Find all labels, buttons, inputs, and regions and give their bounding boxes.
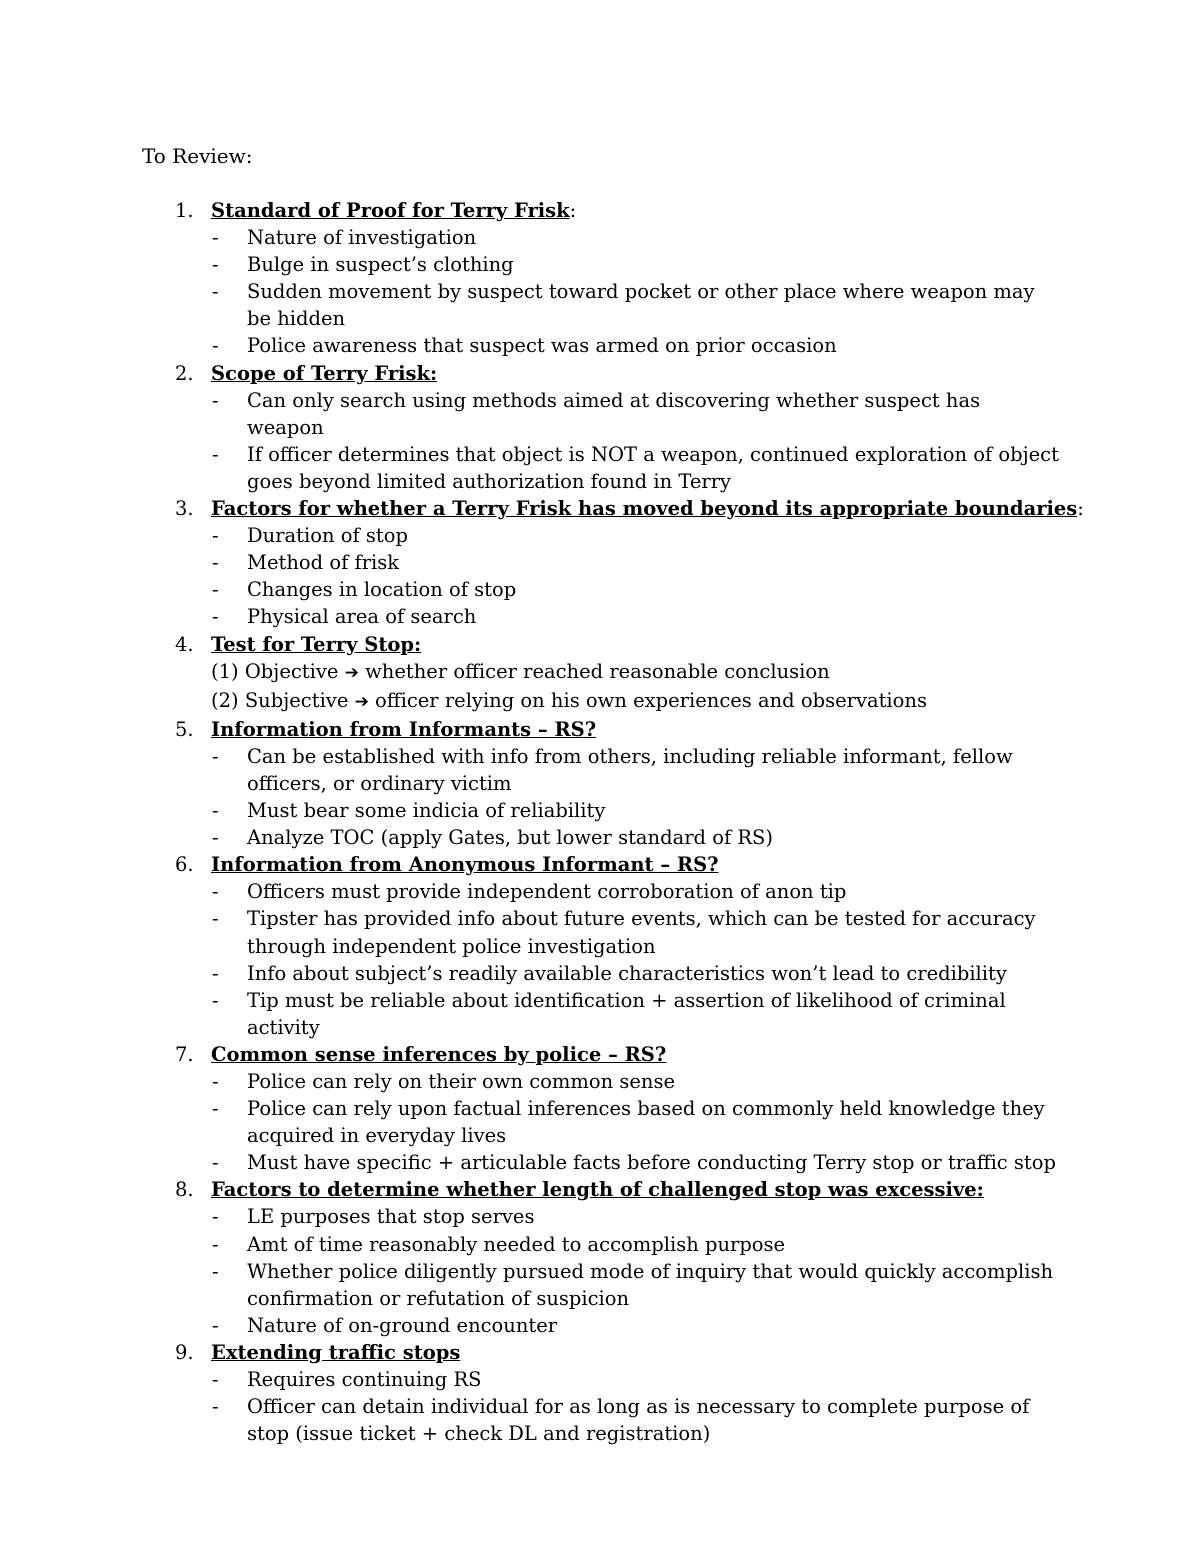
section-5 [142,716,1062,851]
bullet-text: Physical area of search [247,605,477,629]
section-heading: Information from Anonymous Informant – RS? [211,853,719,877]
bullet-text: Can only search using methods aimed at discovering whether suspect has weapon [247,388,981,439]
dash-bullet-icon: - [212,551,219,575]
test-item [142,687,1062,716]
dash-bullet-icon: - [212,961,219,985]
list-item [142,1258,1062,1312]
bullet-text: Must have specific + articulable facts before conducting Terry stop or traffic stop [247,1151,1056,1175]
list-item [142,1095,1062,1149]
dash-bullet-icon: - [212,1313,219,1337]
list-item [142,224,1062,251]
section-4 [142,631,1062,716]
list-item [142,278,1062,332]
section-heading-line [142,631,1062,658]
section-number: 8. [175,1178,194,1202]
bullet-text: Changes in location of stop [247,578,517,602]
dash-bullet-icon: - [212,253,219,277]
dash-bullet-icon: - [212,1368,219,1392]
list-item [142,743,1062,797]
dash-bullet-icon: - [212,744,219,768]
list-item [142,441,1062,495]
section-heading: Extending traffic stops [211,1340,461,1364]
bullet-text: LE purposes that stop serves [247,1205,535,1229]
dash-bullet-icon: - [212,880,219,904]
section-heading: Standard of Proof for Terry Frisk [211,199,570,222]
dash-bullet-icon: - [212,988,219,1012]
section-heading: Factors for whether a Terry Frisk has moved beyond its appropriate boundaries [211,497,1078,521]
test-item-prefix: (2) Subjective [211,688,349,712]
dash-bullet-icon: - [212,1205,219,1229]
list-item [142,1203,1062,1230]
section-2 [142,360,1062,495]
document-content [142,143,1084,1447]
section-heading-line [142,716,1062,743]
bullet-text: Tip must be reliable about identification + assertion of likelihood of criminal activity [247,988,1006,1039]
dash-bullet-icon: - [212,605,219,629]
section-heading-line [142,851,1062,878]
list-item [142,878,1062,905]
test-item-text: whether officer reached reasonable conclusion [365,659,830,683]
bullet-text: Must bear some indicia of reliability [247,799,606,823]
section-number: 4. [175,632,194,656]
section-number: 2. [175,361,194,385]
spacer [142,170,1062,197]
test-item [142,658,1062,687]
bullet-text: Method of frisk [247,551,400,575]
list-item [142,987,1062,1041]
right-arrow-icon: ➔ [354,691,369,712]
list-item [142,387,1062,441]
list-item [142,1393,1062,1447]
heading-suffix: : [1077,497,1084,521]
section-8 [142,1176,1062,1339]
bullet-text: Officers must provide independent corroboration of anon tip [247,880,847,904]
section-heading-line [142,360,1062,387]
section-number: 6. [175,853,194,877]
dash-bullet-icon: - [212,907,219,931]
bullet-text: Analyze TOC (apply Gates, but lower standard of RS) [247,826,774,850]
dash-bullet-icon: - [212,826,219,850]
dash-bullet-icon: - [212,578,219,602]
list-item [142,1149,1062,1176]
bullet-text: If officer determines that object is NOT a weapon, continued exploration of object goes beyond limited authorization found in Terry [247,442,1059,493]
section-heading: Scope of Terry Frisk: [211,361,438,385]
dash-bullet-icon: - [212,280,219,304]
dash-bullet-icon: - [212,1097,219,1121]
list-item [142,603,1062,630]
bullet-text: Requires continuing RS [247,1368,482,1392]
bullet-text: Duration of stop [247,524,408,548]
bullet-text: Police can rely upon factual inferences based on commonly held knowledge they acquired in everyday lives [247,1097,1045,1148]
section-heading-line [142,1041,1062,1068]
section-6 [142,851,1062,1041]
list-item [142,549,1062,576]
section-3 [142,495,1084,630]
section-heading: Information from Informants – RS? [211,717,597,741]
test-item-text: officer relying on his own experiences and observations [375,688,927,712]
dash-bullet-icon: - [212,1395,219,1419]
bullet-text: Can be established with info from others, including reliable informant, fellow officers, or ordinary victim [247,744,1013,795]
dash-bullet-icon: - [212,1151,219,1175]
right-arrow-icon: ➔ [344,662,359,683]
dash-bullet-icon: - [212,799,219,823]
dash-bullet-icon: - [212,1259,219,1283]
dash-bullet-icon: - [212,442,219,466]
list-item [142,332,1062,359]
list-item [142,1068,1062,1095]
bullet-text: Bulge in suspect’s clothing [247,253,514,277]
section-heading-line [142,495,1084,522]
list-item [142,824,1062,851]
section-number: 5. [175,717,194,741]
section-number: 3. [175,497,194,521]
dash-bullet-icon: - [212,524,219,548]
section-9 [142,1339,1062,1447]
bullet-text: Sudden movement by suspect toward pocket or other place where weapon may be hidden [247,280,1035,331]
list-item [142,576,1062,603]
bullet-text: Info about subject’s readily available characteristics won’t lead to credibility [247,961,1007,985]
bullet-text: Nature of on-ground encounter [247,1313,558,1337]
section-1 [142,197,1062,360]
section-heading-line [142,1176,1062,1203]
section-7 [142,1041,1062,1176]
bullet-text: Police awareness that suspect was armed on prior occasion [247,334,837,358]
section-number: 1. [175,199,194,222]
list-item [142,1231,1062,1258]
list-item [142,905,1062,959]
dash-bullet-icon: - [212,334,219,358]
dash-bullet-icon: - [212,1070,219,1093]
section-heading: Common sense inferences by police – RS? [211,1042,667,1066]
dash-bullet-icon: - [212,388,219,412]
list-item [142,522,1062,549]
section-number: 9. [175,1340,194,1364]
dash-bullet-icon: - [212,226,219,250]
page-title: To Review: [142,144,253,168]
bullet-text: Whether police diligently pursued mode of inquiry that would quickly accomplish confirmation or refutation of suspicion [247,1259,1054,1310]
list-item [142,1366,1062,1393]
bullet-text: Officer can detain individual for as long as is necessary to complete purpose of stop (issue ticket + check DL and registration) [247,1395,1030,1446]
list-item [142,251,1062,278]
list-item [142,797,1062,824]
bullet-text: Amt of time reasonably needed to accomplish purpose [247,1232,786,1256]
bullet-text: Tipster has provided info about future events, which can be tested for accuracy through independent police investigation [247,907,1036,958]
section-heading-line [142,1339,1062,1366]
bullet-text: Police can rely on their own common sense [247,1070,675,1093]
list-item [142,960,1062,987]
section-number: 7. [175,1042,194,1066]
list-item [142,1312,1062,1339]
heading-suffix: : [569,199,577,222]
dash-bullet-icon: - [212,1232,219,1256]
bullet-text: Nature of investigation [247,226,477,250]
test-item-prefix: (1) Objective [211,659,339,683]
section-heading: Test for Terry Stop: [211,632,422,656]
section-heading: Factors to determine whether length of challenged stop was excessive: [211,1178,984,1202]
section-heading-line [142,197,1062,224]
